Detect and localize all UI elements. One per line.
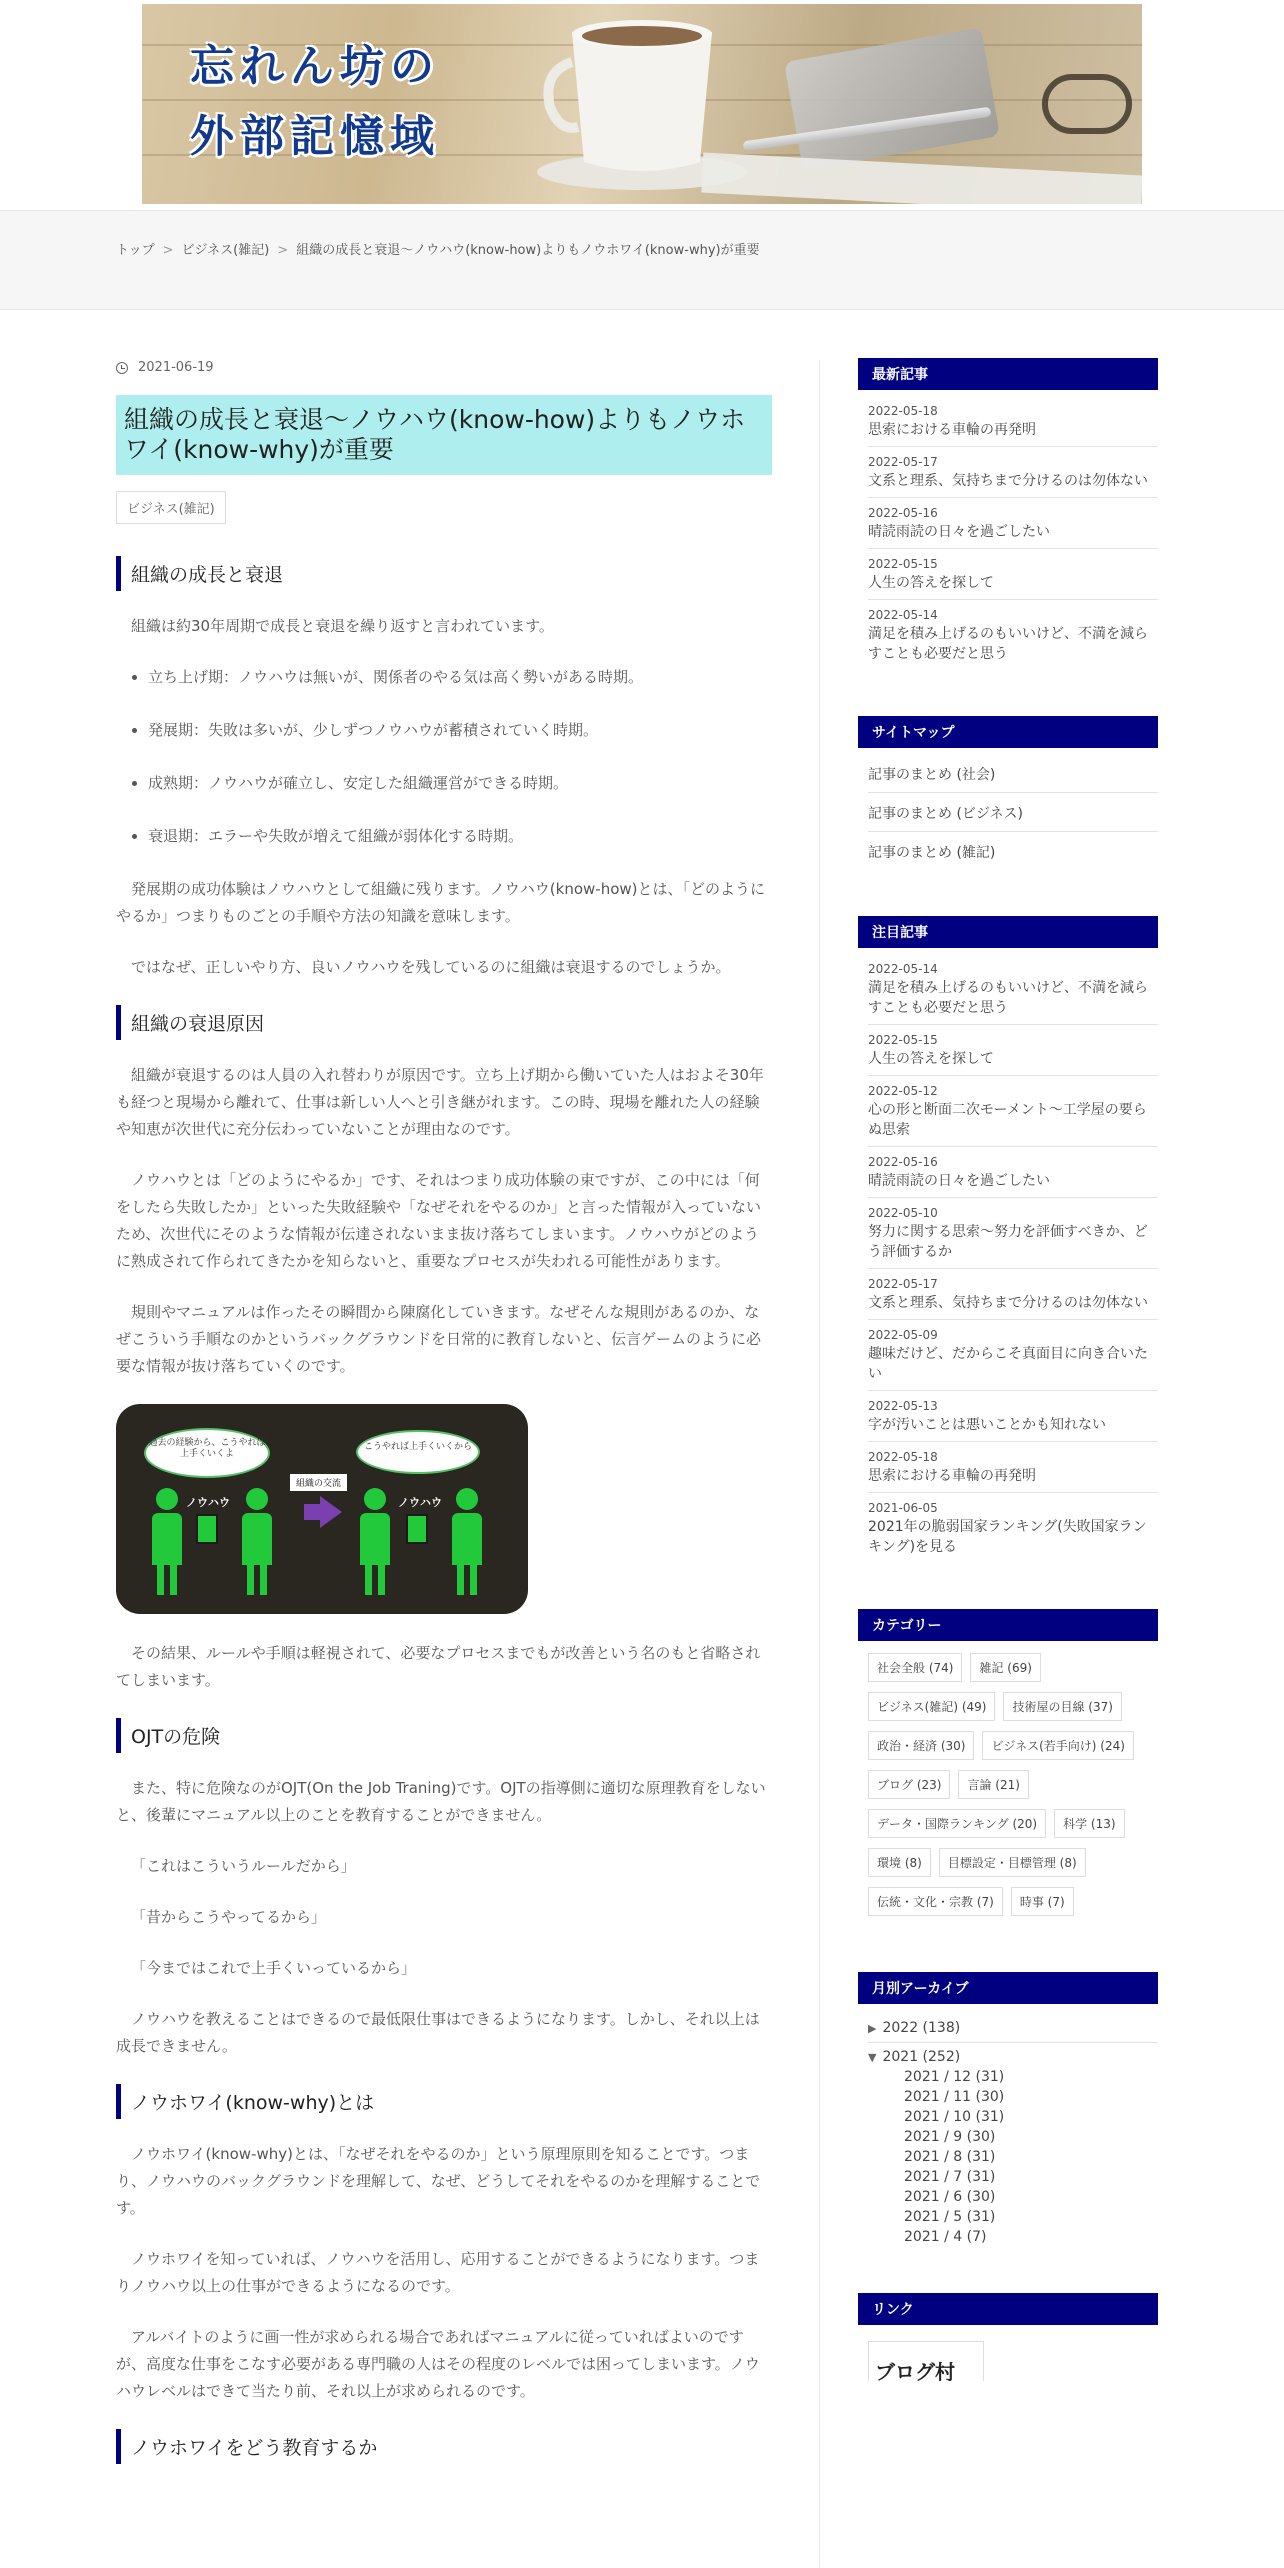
quote-line: 「これはこういうルールだから」 — [131, 1857, 356, 1875]
sitemap-widget — [858, 716, 1168, 870]
paragraph: 組織は約30年周期で成長と衰退を繰り返すと言われています。 — [131, 617, 554, 635]
arrow-label: 組織の交流 — [290, 1474, 347, 1491]
post-date-text: 2021-06-19 — [138, 360, 214, 375]
archive-year-2021[interactable]: ▼ 2021 (252) — [868, 2049, 961, 2065]
list-item[interactable]: 2022-05-16 晴読雨読の日々を過ごしたい — [868, 1147, 1158, 1198]
category-tag[interactable]: 政治・経済 (30) — [868, 1731, 974, 1760]
sitemap-link[interactable]: 記事のまとめ (社会) — [868, 754, 1158, 793]
archive-month[interactable]: 2021 / 9 (30) — [904, 2129, 996, 2145]
list-item: • 成熟期：ノウハウが確立し、安定した組織運営ができる時期。 — [148, 770, 772, 797]
archive-month[interactable]: 2021 / 5 (31) — [904, 2209, 996, 2225]
paragraph: ノウホワイを知っていれば、ノウハウを活用し、応用することができるようになります。つまりノウハウ以上の仕事ができるようになるのです。 — [116, 2250, 760, 2295]
list-item[interactable]: 2022-05-15 人生の答えを探して — [868, 549, 1158, 600]
breadcrumb-home[interactable]: トップ — [116, 243, 155, 258]
list-item: • 衰退期：エラーや失敗が増えて組織が弱体化する時期。 — [148, 823, 772, 850]
blogmura-banner[interactable] — [868, 2341, 984, 2381]
diagram-label-right: ノウハウ — [398, 1496, 442, 1509]
list-item[interactable]: 2022-05-18 思索における車輪の再発明 — [868, 1442, 1158, 1493]
sitemap-link[interactable]: 記事のまとめ (雑記) — [868, 845, 996, 861]
category-tag[interactable]: ブログ (23) — [868, 1770, 950, 1799]
clipboard-icon — [406, 1514, 428, 1544]
list-item: • 立ち上げ期：ノウハウは無いが、関係者のやる気は高く勢いがある時期。 — [148, 664, 772, 691]
widget-title: 最新記事 — [858, 358, 1158, 390]
link-widget — [858, 2293, 1168, 2381]
quote-line: 「昔からこうやってるから」 — [131, 1908, 327, 1926]
paragraph: ノウホワイ(know-why)とは、「なぜそれをやるのか」という原理原則を知ることです。つまり、ノウハウのバックグラウンドを理解して、なぜ、どうしてそれをやるのかを理解することです。 — [116, 2145, 761, 2217]
list-item[interactable]: 2022-05-09 趣味だけど、だからこそ真面目に向き合いたい — [868, 1320, 1158, 1391]
category-tag[interactable]: 時事 (7) — [1011, 1887, 1074, 1916]
site-title-line2: 外部記憶域 — [190, 111, 440, 162]
list-item[interactable]: 2022-05-14 満足を積み上げるのもいいけど、不満を減らすことも必要だと思う — [868, 954, 1158, 1025]
paragraph: また、特に危険なのがOJT(On the Job Traning)です。OJTの指導側に適切な原理教育をしないと、後輩にマニュアル以上のことを教育することができません。 — [116, 1779, 766, 1824]
category-tag[interactable]: 目標設定・目標管理 (8) — [939, 1848, 1086, 1877]
widget-title: 注目記事 — [858, 916, 1158, 948]
paragraph: ではなぜ、正しいやり方、良いノウハウを残しているのに組織は衰退するのでしょうか。 — [131, 958, 731, 976]
paragraph: 組織が衰退するのは人員の入れ替わりが原因です。立ち上げ期から働いていた人はおよそ30年も経つと現場から離れて、仕事は新しい人へと引き継がれます。この時、現場を離れた人の経験や知恵が次世代に充分伝わっていないことが理由なのです。 — [116, 1066, 764, 1138]
person-icon — [242, 1488, 272, 1595]
list-item[interactable]: 2022-05-17 文系と理系、気持ちまで分けるのは勿体ない — [868, 447, 1158, 498]
clipboard-icon — [196, 1514, 218, 1544]
paragraph: ノウハウを教えることはできるので最低限仕事はできるようになります。しかし、それ以上は成長できません。 — [116, 2010, 760, 2055]
archive-month[interactable]: 2021 / 11 (30) — [904, 2089, 1005, 2105]
column-divider — [819, 360, 820, 2568]
list-item[interactable]: 2022-05-12 心の形と断面二次モーメント〜工学屋の要らぬ思索 — [868, 1076, 1158, 1147]
paragraph: 発展期の成功体験はノウハウとして組織に残ります。ノウハウ(know-how)とは、「どのようにやるか」つまりものごとの手順や方法の知識を意味します。 — [116, 880, 766, 925]
post-title: 組織の成長と衰退～ノウハウ(know-how)よりもノウホワイ(know-why)が重要 — [116, 395, 772, 475]
archive-month[interactable]: 2021 / 12 (31) — [904, 2069, 1005, 2085]
sidebar — [858, 358, 1168, 2397]
list-item[interactable]: 2022-05-16 晴読雨読の日々を過ごしたい — [868, 498, 1158, 549]
quote-line: 「今まではこれで上手くいっているから」 — [131, 1959, 417, 1977]
widget-title: カテゴリー — [858, 1609, 1158, 1641]
archive-month[interactable]: 2021 / 4 (7) — [904, 2229, 987, 2245]
category-widget — [858, 1609, 1168, 1926]
category-tag[interactable]: 科学 (13) — [1054, 1809, 1124, 1838]
archive-month[interactable]: 2021 / 7 (31) — [904, 2169, 996, 2185]
sitemap-link[interactable]: 記事のまとめ (ビジネス) — [868, 793, 1158, 832]
speech-bubble-right: こうやれば上手くいくから — [356, 1430, 480, 1474]
breadcrumb-bar — [0, 210, 1284, 310]
archive-month[interactable]: 2021 / 8 (31) — [904, 2149, 996, 2165]
breadcrumb: トップ > ビジネス(雑記) > 組織の成長と衰退～ノウハウ(know-how)よりもノウホワイ(know-why)が重要 — [116, 243, 760, 258]
archive-month[interactable]: 2021 / 6 (30) — [904, 2189, 996, 2205]
widget-title: リンク — [858, 2293, 1158, 2325]
list-item[interactable]: 2022-05-13 字が汚いことは悪いことかも知れない — [868, 1391, 1158, 1442]
person-icon — [360, 1488, 390, 1595]
list-item[interactable]: 2022-05-15 人生の答えを探して — [868, 1025, 1158, 1076]
bullet-list — [148, 664, 772, 850]
breadcrumb-current: 組織の成長と衰退～ノウハウ(know-how)よりもノウホワイ(know-why)が重要 — [296, 243, 760, 258]
site-title[interactable] — [190, 32, 440, 172]
featured-posts-widget — [858, 916, 1168, 1563]
list-item[interactable]: 2022-05-14 満足を積み上げるのもいいけど、不満を減らすことも必要だと思う — [868, 608, 1148, 662]
category-tag[interactable]: 言論 (21) — [958, 1770, 1028, 1799]
category-tag[interactable]: 社会全般 (74) — [868, 1653, 962, 1682]
list-item[interactable]: 2022-05-10 努力に関する思索～努力を評価すべきか、どう評価するか — [868, 1198, 1158, 1269]
category-tag[interactable]: 雑記 (69) — [970, 1653, 1040, 1682]
banner-text: ブログ村 — [875, 2360, 955, 2381]
recent-posts-widget — [858, 358, 1168, 670]
category-tag[interactable]: 環境 (8) — [868, 1848, 931, 1877]
speech-bubble-left: 過去の経験から、こうやれば上手くいくよ — [144, 1428, 270, 1478]
diagram-label-left: ノウハウ — [186, 1496, 230, 1509]
paragraph: ノウハウとは「どのようにやるか」です、それはつまり成功体験の束ですが、この中には「何をしたら失敗したか」といった失敗経験や「なぜそれをやるのか」と言った情報が入っていないため、次世代にそのような情報が伝達されないまま抜け落ちてしまいます。ノウハウがどのように熟成されて作られてきたかを知らないと、重要なプロセスが失われる可能性があります。 — [116, 1171, 762, 1270]
list-item[interactable]: 2022-05-18 思索における車輪の再発明 — [868, 396, 1158, 447]
list-item[interactable]: 2021-06-05 2021年の脆弱国家ランキング(失敗国家ランキング)を見る — [868, 1501, 1147, 1555]
category-tag[interactable]: 技術屋の目線 (37) — [1003, 1692, 1121, 1721]
archive-year-2022[interactable]: ▶ 2022 (138) — [868, 2014, 1158, 2043]
clock-icon — [116, 362, 128, 374]
breadcrumb-category[interactable]: ビジネス(雑記) — [181, 243, 270, 258]
list-item[interactable]: 2022-05-17 文系と理系、気持ちまで分けるのは勿体ない — [868, 1269, 1158, 1320]
person-icon — [452, 1488, 482, 1595]
section-heading: OJTの危険 — [116, 1718, 772, 1753]
header-banner[interactable] — [142, 4, 1142, 204]
section-heading: ノウホワイ(know-why)とは — [116, 2084, 772, 2119]
category-tag[interactable]: ビジネス(若手向け) (24) — [982, 1731, 1133, 1760]
archive-month[interactable]: 2021 / 10 (31) — [904, 2109, 1005, 2125]
post-date — [116, 360, 772, 375]
knowhow-diagram — [116, 1404, 528, 1614]
paragraph: アルバイトのように画一性が求められる場合であればマニュアルに従っていればよいのですが、高度な仕事をこなす必要がある専門職の人はその程度のレベルでは困ってしまいます。ノウハウレベルはできて当たり前、それ以上が求められるのです。 — [116, 2328, 760, 2400]
category-tag[interactable]: 伝統・文化・宗教 (7) — [868, 1887, 1003, 1916]
site-header — [0, 0, 1284, 210]
paragraph: 規則やマニュアルは作ったその瞬間から陳腐化していきます。なぜそんな規則があるのか、なぜこういう手順なのかというバックグラウンドを日常的に教育しないと、伝言ゲームのように必要な情報が抜け落ちていくのです。 — [116, 1303, 762, 1375]
widget-title: 月別アーカイブ — [858, 1972, 1158, 2004]
section-heading: 組織の成長と衰退 — [116, 556, 772, 591]
article — [116, 360, 772, 2486]
triangle-right-icon[interactable]: ▶ — [868, 2022, 877, 2035]
paragraph: その結果、ルールや手順は軽視されて、必要なプロセスまでもが改善という名のもと省略されてしまいます。 — [116, 1644, 761, 1689]
archive-widget — [858, 1972, 1168, 2247]
triangle-down-icon[interactable]: ▼ — [868, 2051, 877, 2064]
category-tag[interactable]: ビジネス(雑記) (49) — [868, 1692, 995, 1721]
category-tag[interactable]: データ・国際ランキング (20) — [868, 1809, 1046, 1838]
person-icon — [152, 1488, 182, 1595]
site-title-line1: 忘れん坊の — [190, 41, 440, 92]
right-arrow-icon — [320, 1496, 342, 1528]
section-heading: ノウホワイをどう教育するか — [116, 2429, 772, 2464]
widget-title: サイトマップ — [858, 716, 1158, 748]
section-heading: 組織の衰退原因 — [116, 1005, 772, 1040]
post-category-tag[interactable]: ビジネス(雑記) — [116, 491, 226, 524]
list-item: • 発展期：失敗は多いが、少しずつノウハウが蓄積されていく時期。 — [148, 717, 772, 744]
